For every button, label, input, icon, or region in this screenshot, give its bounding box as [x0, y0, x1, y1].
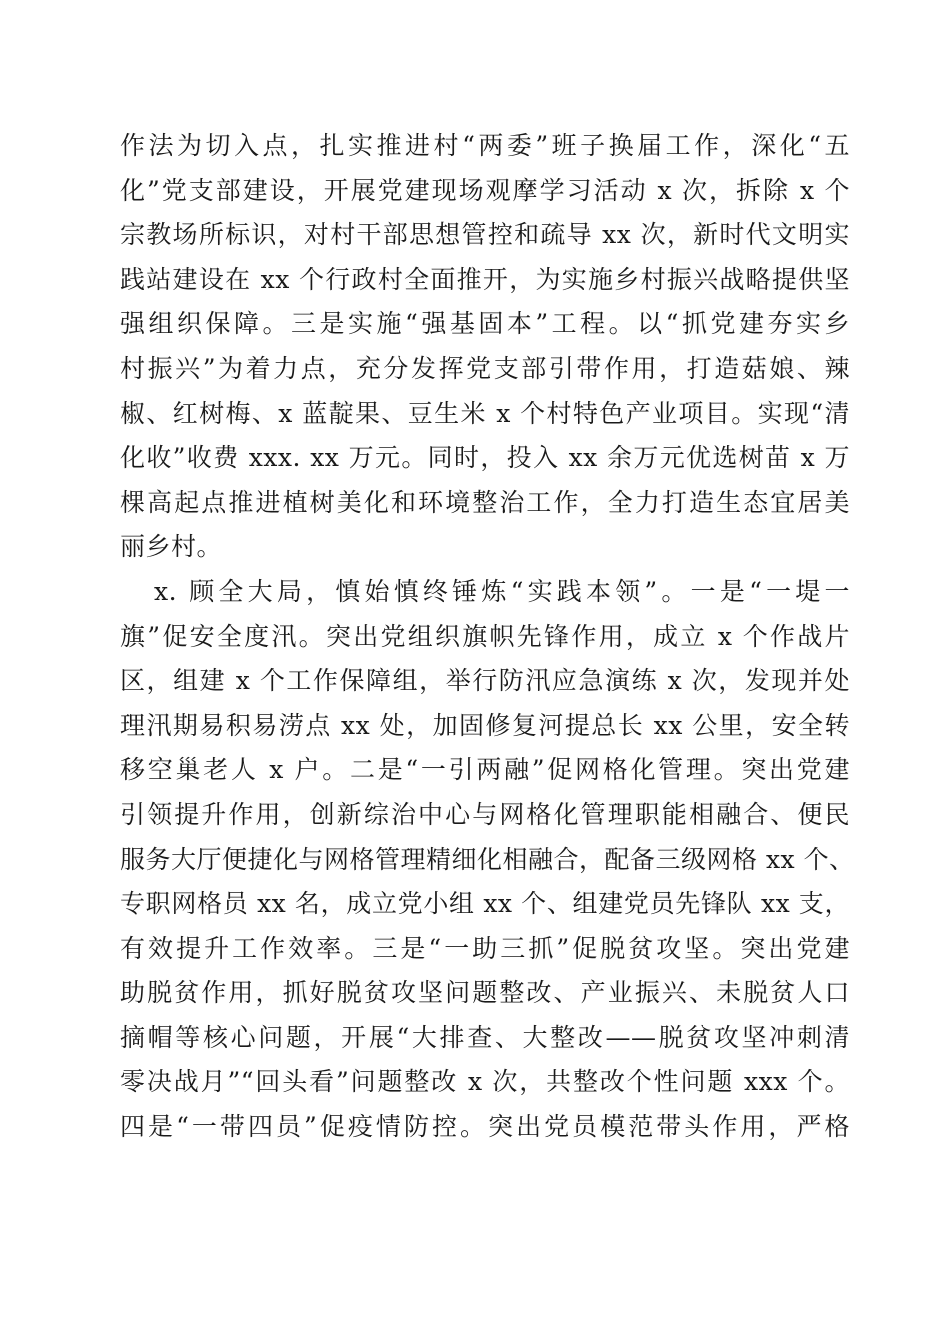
text-line: 棵高起点推进植树美化和环境整治工作，全力打造生态宜居美 — [120, 487, 850, 517]
text-line: 四是“一带四员”促疫情防控。突出党员模范带头作用，严格 — [120, 1112, 850, 1142]
paragraph-2 — [120, 570, 855, 1150]
text-line: 移空巢老人 x 户。二是“一引两融”促网格化管理。突出党建 — [120, 755, 850, 785]
text-line-first: x. 顾全大局，慎始慎终锤炼“实践本领”。一是“一堤一 — [154, 576, 850, 606]
body-text — [120, 124, 855, 1150]
text-line: 服务大厅便捷化与网格管理精细化相融合，配备三级网格 xx 个、 — [120, 844, 855, 874]
text-line: 化收”收费 xxx. xx 万元。同时，投入 xx 余万元优选树苗 x 万 — [120, 443, 850, 473]
text-line: 化”党支部建设，开展党建现场观摩学习活动 x 次，拆除 x 个 — [120, 175, 850, 205]
text-line: 助脱贫作用，抓好脱贫攻坚问题整改、产业振兴、未脱贫人口 — [120, 978, 850, 1008]
text-line: 宗教场所标识，对村干部思想管控和疏导 xx 次，新时代文明实 — [120, 220, 850, 250]
text-line-last: 丽乡村。 — [120, 532, 223, 562]
text-line: 零决战月”“回头看”问题整改 x 次，共整改个性问题 xxx 个。 — [120, 1067, 850, 1097]
text-line: 有效提升工作效率。三是“一助三抓”促脱贫攻坚。突出党建 — [120, 933, 850, 963]
text-line: 村振兴”为着力点，充分发挥党支部引带作用，打造菇娘、辣 — [120, 353, 850, 383]
paragraph-1 — [120, 124, 850, 570]
text-line: 强组织保障。三是实施“强基固本”工程。以“抓党建夯实乡 — [120, 309, 850, 339]
text-line: 椒、红树梅、x 蓝靛果、豆生米 x 个村特色产业项目。实现“清 — [120, 398, 850, 428]
text-line: 理汛期易积易涝点 xx 处，加固修复河提总长 xx 公里，安全转 — [120, 710, 850, 740]
text-line: 区，组建 x 个工作保障组，举行防汛应急演练 x 次，发现并处 — [120, 666, 850, 696]
text-line: 引领提升作用，创新综治中心与网格化管理职能相融合、便民 — [120, 799, 850, 829]
text-line: 旗”促安全度汛。突出党组织旗帜先锋作用，成立 x 个作战片 — [120, 621, 850, 651]
text-line: 作法为切入点，扎实推进村“两委”班子换届工作，深化“五 — [120, 131, 850, 160]
text-line: 践站建设在 xx 个行政村全面推开，为实施乡村振兴战略提供坚 — [120, 264, 850, 294]
text-line: 摘帽等核心问题，开展“大排查、大整改——脱贫攻坚冲刺清 — [120, 1022, 850, 1052]
text-line: 专职网格员 xx 名，成立党小组 xx 个、组建党员先锋队 xx 支， — [120, 889, 850, 919]
